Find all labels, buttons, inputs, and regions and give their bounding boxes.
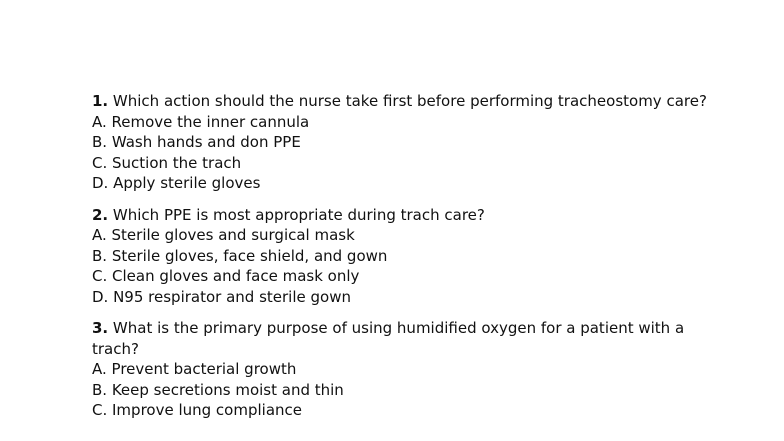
- question-2: [92, 205, 712, 308]
- question-text: Which PPE is most appropriate during trach care?: [112, 205, 485, 224]
- question-stem: [92, 91, 712, 112]
- question-1: [92, 91, 712, 194]
- answer-option: A. Prevent bacterial growth: [92, 360, 297, 378]
- answer-option: A. Remove the inner cannula: [92, 112, 310, 131]
- answer-option: C. Suction the trach: [92, 153, 242, 172]
- question-3: [92, 318, 712, 421]
- answer-option: C. Clean gloves and face mask only: [92, 267, 360, 285]
- answer-option: B. Sterile gloves, face shield, and gown: [92, 246, 388, 265]
- answer-option: C. Improve lung compliance: [92, 401, 302, 419]
- question-number: 1.: [92, 92, 109, 110]
- question-text: What is the primary purpose of using humidified oxygen for a patient with a trach?: [92, 319, 685, 358]
- answer-option: A. Sterile gloves and surgical mask: [92, 226, 355, 244]
- question-text: Which action should the nurse take first before performing tracheostomy care?: [112, 92, 707, 110]
- answer-option: D. Apply sterile gloves: [92, 174, 261, 192]
- answer-option: B. Wash hands and don PPE: [92, 133, 301, 151]
- question-number: 3.: [92, 319, 109, 337]
- question-number: 2.: [92, 205, 109, 224]
- question-stem: [92, 318, 712, 359]
- answer-option: D. N95 respirator and sterile gown: [92, 287, 351, 306]
- answer-option: B. Keep secretions moist and thin: [92, 380, 344, 399]
- quiz-content: [92, 91, 712, 432]
- question-stem: [92, 205, 712, 226]
